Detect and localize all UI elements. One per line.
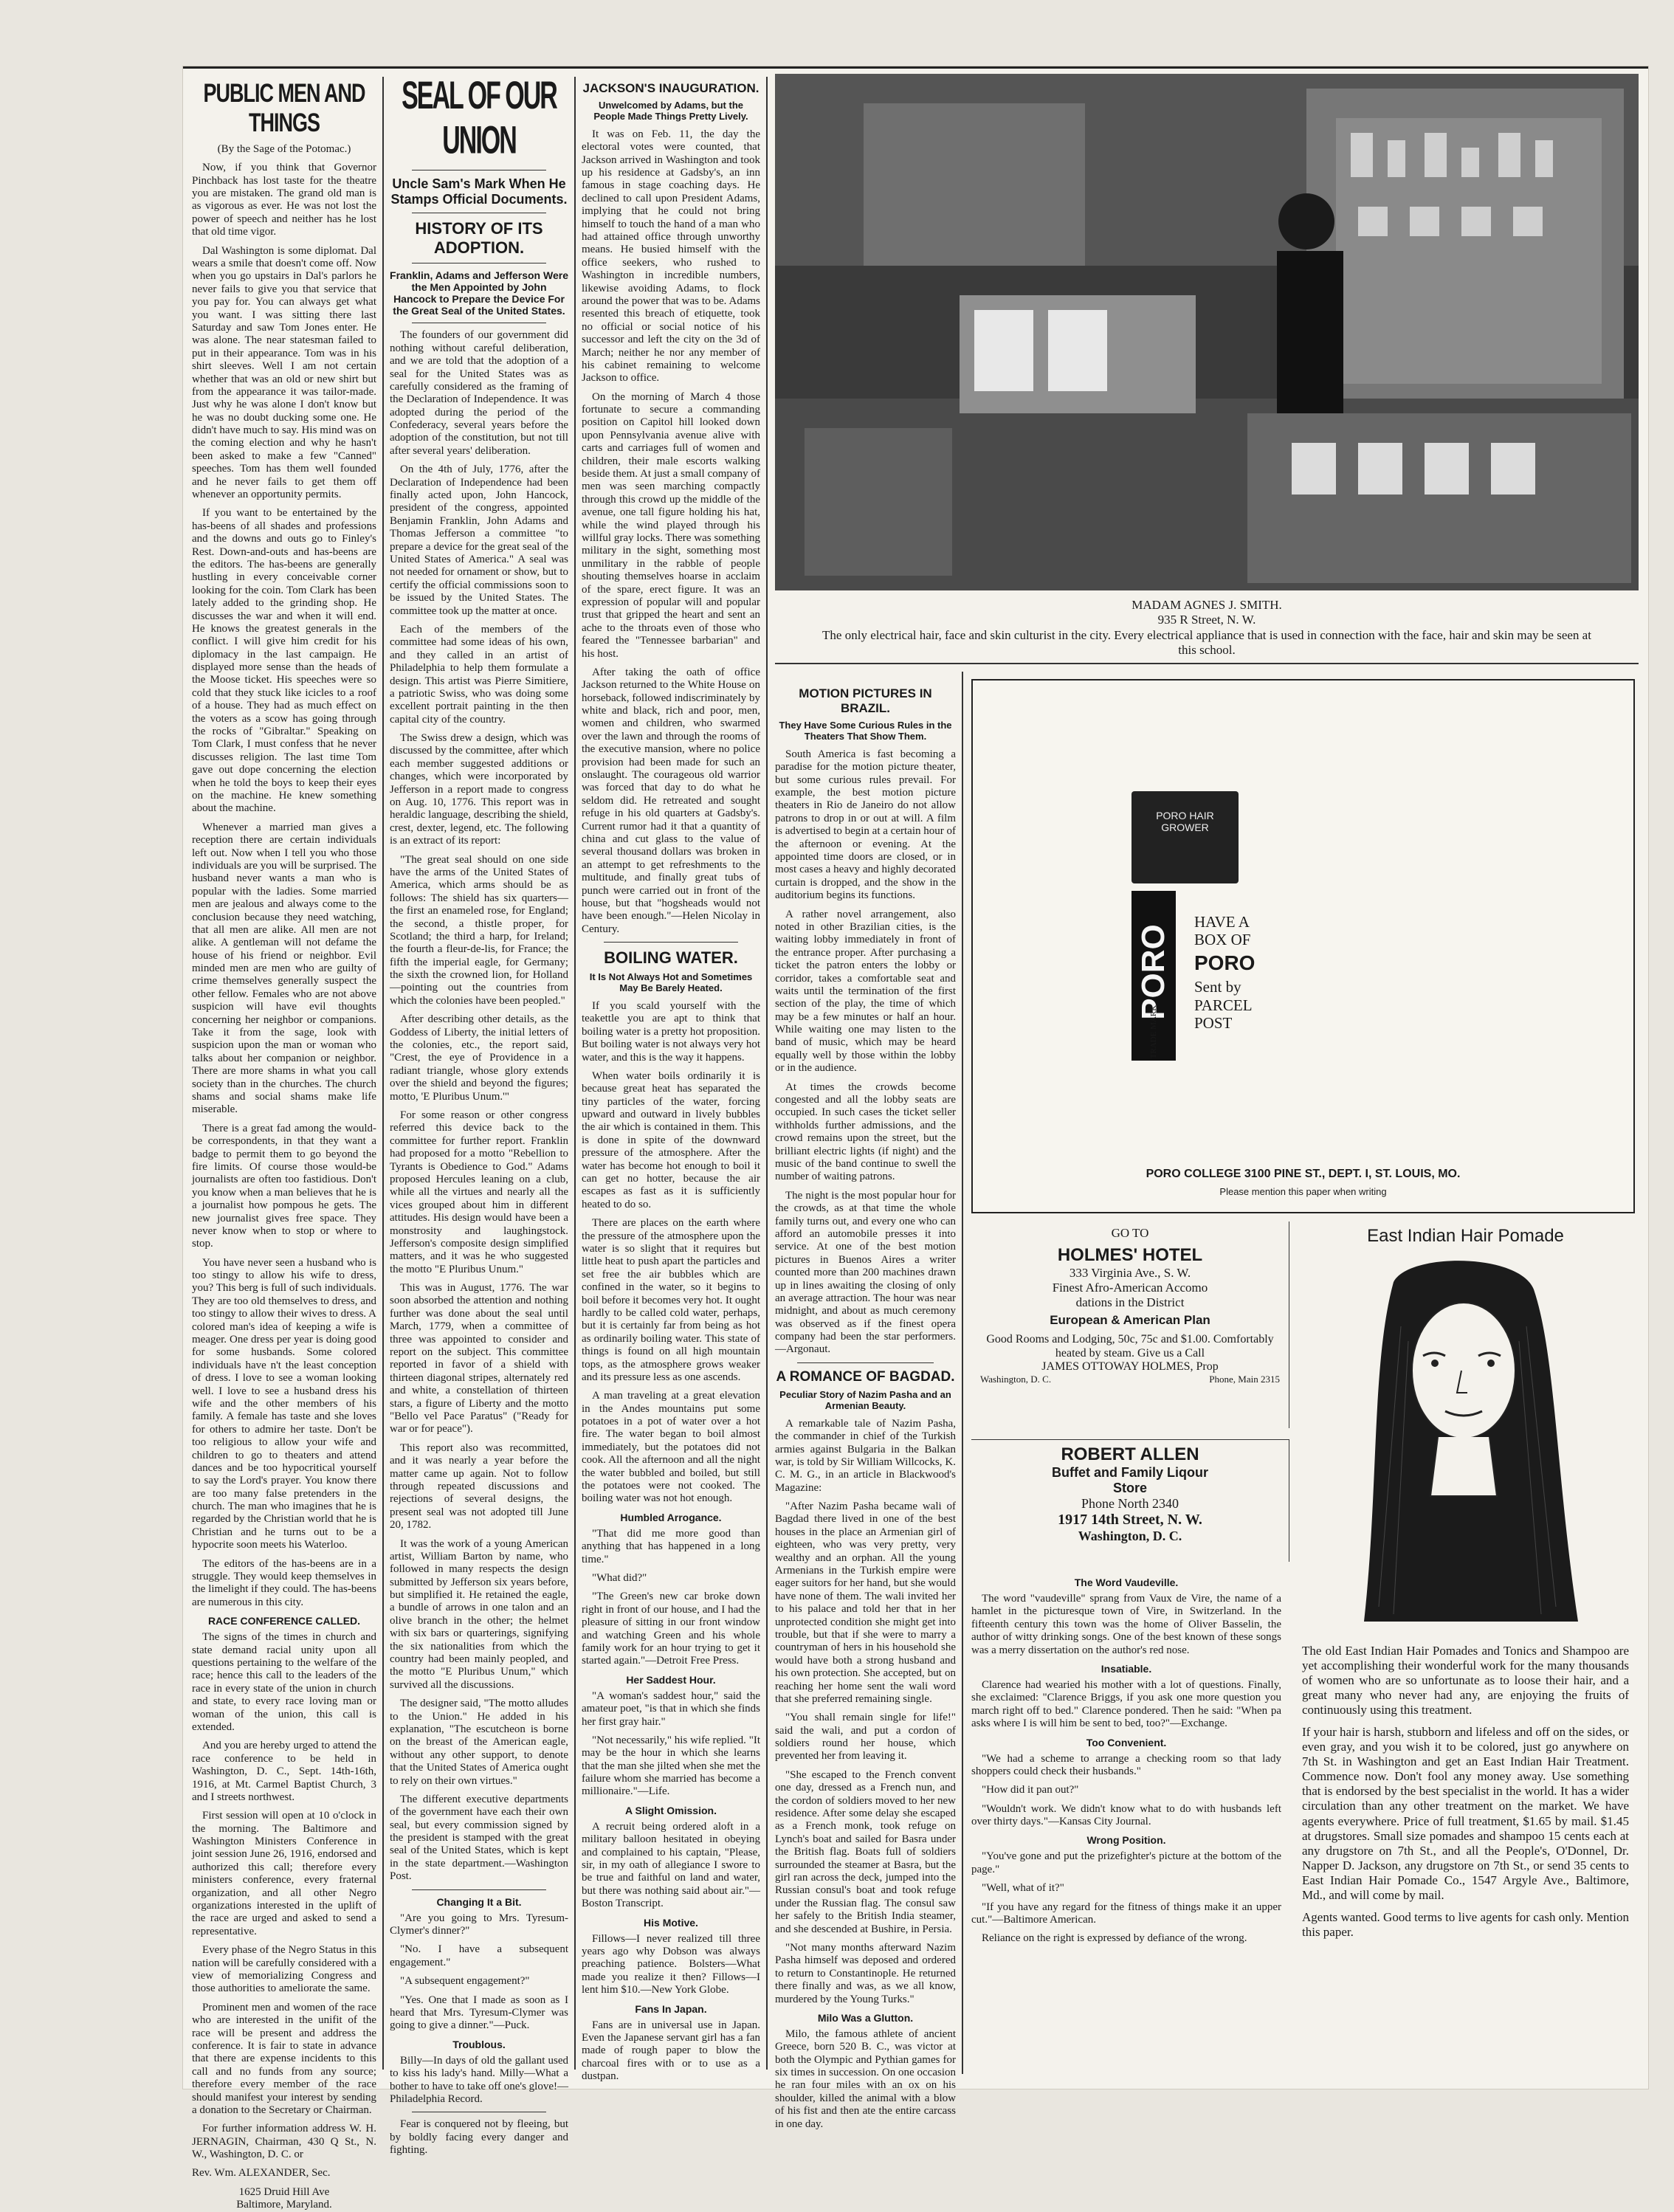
holmes-name: HOLMES' HOTEL [1057,1245,1203,1265]
motion-body [775,748,956,1357]
deck-bagdad: Peculiar Story of Nazim Pasha and an Armenian Beauty. [779,1388,951,1411]
humbled-heading: Humbled Arrogance. [620,1511,722,1523]
wrong-body [971,1850,1281,1926]
convenient-heading: Too Convenient. [1086,1736,1167,1748]
paragraph: After describing other details, as the Goddess of Liberty, the initial letters of the colonies, etc., the report said, "Crest, the eye of Providence in a radiant triangle, whose glory extends over the shield and beyond the figures; motto, 'E Pluribus Unum.'" [390,1013,568,1103]
paragraph: Prominent men and women of the race who are interested in the unifit of the race will be present and address the conference. It is fair to state in advance that there are expense incidents to this call and no funds from any source; therefore every member of the race should manifest your interest by sending a donation to the Secretary or Chairman. [192,2001,376,2116]
column-rule [574,77,576,2070]
deck-seal-2: HISTORY OF ITS ADOPTION. [415,219,543,257]
paragraph: "Not many months afterward Nazim Pasha himself was deposed and ordered to return to Constantinople. He returned there finally and was, as we all know, murdered by the Young Turks." [775,1941,956,2005]
column-seal-of-union [390,74,568,2157]
paragraph: The editors of the has-beens are in a struggle. They would keep themselves in the limelight if they could. The has-beens are numerous in this city. [192,1557,376,1608]
headline-public-men: PUBLIC MEN AND THINGS [203,78,365,137]
motive-body: Fillows—I never realized till three years ago why Dobson was always preaching patience. Bolsters—What made you realize it then? Fillows—I lent him $10.—New York Globe. [582,1932,760,1996]
column-rule [766,77,768,2070]
paragraph: There is a great fad among the would-be correspondents, in that they want a badge to permit them to go beyond the fire limits. Of course those would-be journalists are often too fastidious. Don't you know when a man believes that he is a journalist how pompous he gets. The new journalist gives free space. They never know when to stop or where to stop. [192,1122,376,1250]
paragraph: "A woman's saddest hour," said the amateur poet, "is that in which she finds her first gray hair." [582,1689,760,1728]
paragraph: You have never seen a husband who is too stingy to allow his wife to dress, you? This berg is full of such individuals. They are too old themselves to dress, and too stingy to allow their wives to dress. A colored man's idea of keeping a wife is meager. One dress per year is doing good for some husbands. Some colored individuals have n't the least conception of dress. I love to see a woman looking well. I love to see a husband dress his wife and the other members of his family. A female has taste and she loves for others to admire her taste. Don't be too religious to allow your wife and children to go to theaters and attend dances and be too hypocritical yourself to say the Lord's prayer. You know there are too many false pretenders in the church. The man who imagines that he is regarded by the Christian world that he is Christian and he turns out to be a hypocrite soon meets his Waterloo. [192,1256,376,1551]
paragraph: "No. I have a subsequent engagement." [390,1943,568,1968]
column-public-men [192,77,376,2211]
paragraph: "That did me more good than anything that has happened in a long time." [582,1527,760,1565]
poro-line5: PARCEL [1194,996,1253,1014]
convenient-body [971,1753,1281,1829]
pomade-text-3: Agents wanted. Good terms to live agents for cash only. Mention this paper. [1302,1909,1629,1939]
insatiable-body: Clarence had wearied his mother with a lot of questions. Finally, she exclaimed: "Clarence Briggs, if you ask one more question you march right off to bed." Clarence pondered. Then he said: "When pa asks where I is will him be sent to bed, too?"—Exchange. [971,1678,1281,1730]
deck-jackson: Unwelcomed by Adams, but the People Made Things Pretty Lively. [593,100,748,122]
allen-line2: Store [1112,1481,1147,1495]
paragraph: At times the crowds become congested and all the lobby seats are occupied. In such cases the ticket seller withholds further admissions, and the crowd remains upon the street, but the brilliant electric lights (if night) and the music of the band continue to swell the number of waiting patrons. [775,1081,956,1183]
headline-motion: MOTION PICTURES IN BRAZIL. [799,686,932,715]
holmes-line1: Finest Afro-American Accomo [1052,1281,1208,1295]
paragraph: A remarkable tale of Nazim Pasha, the commander in chief of the Turkish armies against Bulgaria in the Balkan war, is told by Sir William Willcocks, K. C. M. G., in an article in Blackwood's Magazine: [775,1417,956,1494]
deck-seal-3: Franklin, Adams and Jefferson Were the Men Appointed by John Hancock to Prepare the Device For the Great Seal of the United States. [390,269,568,317]
paragraph: It was on Feb. 11, the day the electoral votes were counted, that Jackson arrived in Washington and took up his residence at Gadsby's, an inn famous in stage coaching days. He declined to call upon President Adams, implying that he could not bring himself to touch the hand of a man who had attained office through unworthy means. He busied himself with the office seekers, who rushed to Washington in incredible numbers, likewise avoiding Adams, to flock around the power that was to be. Adams resented this breach of etiquette, took no official or social notice of his successor and left the city on the 3d of March; neither he nor any member of his cabinet remaining to welcome Jackson to office. [582,128,760,385]
holmes-proprietor: JAMES OTTOWAY HOLMES, Prop [1041,1360,1219,1374]
photo-salon [775,74,1639,590]
pomade-advertisement [1298,1222,1633,2070]
allen-city: Washington, D. C. [1078,1529,1182,1543]
caption-name: MADAM AGNES J. SMITH. [1132,598,1282,612]
allen-name: ROBERT ALLEN [1061,1444,1199,1464]
paragraph: "Yes. One that I made as soon as I heard that Mrs. Tyresum-Clymer was going to give a dinner."—Puck. [390,1994,568,2032]
paragraph: "Are you going to Mrs. Tyresum-Clymer's dinner?" [390,1912,568,1937]
paragraph: If you want to be entertained by the has-beens of all shades and professions and the downs and outs go to Finley's Rest. Down-and-outs and has-beens are the editors. The has-beens are generally hustling in every conceivable corner looking for the coin. Tom Clark has been lately added to the grinding shop. He discusses the war and when it will end. He knows the greatest generals in the conflict. I will give him credit for his diplomacy in the last campaign. He displayed more sense than the heads of the Moose ticket. His speeches were so cold that they stuck like icicles to a roof of a house. They had as much effect on the voters as a scow has going through the rocks of "Gibraltar." Speaking on Tom Clark, I must confess that he never discusses religion. The last time Tom gave out dope concerning the election when he told the boys to keep their eyes on the machine. He knew something about the machine. [192,507,376,815]
column-motion-pictures [775,686,956,2130]
paragraph: The Swiss drew a design, which was discussed by the committee, after which each member suggested additions or changes, which were incorporated by Jefferson in a report made to congress on Aug. 10, 1776. This report was in heraldic language, describing the shield, crest, dexter, legend, etc. The following is an extract of its report: [390,732,568,847]
paragraph: "A subsequent engagement?" [400,1975,530,1988]
fear-quote: Fear is conquered not by fleeing, but by boldly facing every danger and fighting. [390,2118,568,2157]
paragraph: "Not necessarily," his wife replied. "It may be the hour in which she learns that the man she jilted when she met the failure whom she married has become a millionaire."—Life. [582,1734,760,1798]
paragraph: "She escaped to the French convent one day, dressed as a French nun, and the cordon of soldiers moved to her new residence. After some delay she escaped as a French monk, took refuge on Lynch's boat and sailed for Basra under the British flag. Boats full of soldiers surrounded the steamer at Basra, but the girl ran across the deck, jumped into the Russian consul's boat and took refuge under the Russian flag. The consul saw her safely to the British India steamer, and she descended at Bushire, in Persia. [775,1768,956,1935]
paragraph: "How did it pan out?" [982,1784,1079,1796]
paragraph: First session will open at 10 o'clock in the morning. The Baltimore and Washington Ministers Conference in joint session June 26, 1916, endorsed and authorized this call; therefore every ministers conference, every fraternal organization, and all other Negro organizations interested in the uplift of the race are urged and asked to send a representative. [192,1810,376,1937]
vaudeville-heading: The Word Vaudeville. [1074,1577,1179,1588]
paragraph: The designer said, "The motto alludes to the Union." He added in his explanation, "The escutcheon is borne on the breast of the American eagle, without any other support, to denote that the United States of America ought to rely on their own virtues." [390,1698,568,1787]
changing-body [390,1912,568,2033]
poro-advertisement [971,679,1635,1213]
poro-line1: HAVE A [1194,913,1250,931]
poro-vertical-word: PORO [1135,924,1171,1020]
column-rule [962,672,963,2074]
newspaper-page [183,66,1648,2211]
pomade-text-1: The old East Indian Hair Pomades and Tonics and Shampoo are yet accomplishing their wonderful work for the many thousands of women who are so unfortunate as to loose their hair, and a great many who never had any, are enjoying the fruits of continuously using this treatment. [1302,1644,1629,1717]
poro-box-image [1132,791,1239,883]
holmes-line2: dations in the District [1075,1295,1185,1309]
bagdad-body [775,1418,956,2006]
saddest-heading: Her Saddest Hour. [626,1673,716,1686]
signature-secretary: Rev. Wm. ALEXANDER, Sec. [192,2167,331,2180]
column-short-items [971,1572,1281,2074]
fans-heading: Fans In Japan. [635,2002,707,2015]
column-rule [382,77,384,2070]
paragraph: This report also was recommitted, and it was nearly a year before the matter came up again. Not to follow through repeated discussions and rejections of several designs, the present seal was not adopted till June 20, 1782. [390,1441,568,1531]
poro-pitch [1194,913,1342,1032]
poro-line4: Sent by [1194,978,1241,996]
top-rule [183,66,1648,69]
signature-address: 1625 Druid Hill Ave [238,2185,330,2198]
omission-heading: A Slight Omission. [625,1804,717,1816]
paragraph: This was in August, 1776. The war soon absorbed the attention and nothing further was done about the seal until March, 1779, when a committee of three was appointed to consider and report on the subject. This committee reported in favor of a shield with thirteen diagonal stripes, alternately red and white, a constellation of thirteen stars, a figure of Liberty and the motto "Bello vel Pace Paratus" ("Ready for war or for peace"). [390,1282,568,1436]
paragraph: For some reason or other congress referred this device back to the committee for further report. Franklin had proposed for a motto "Rebellion to Tyrants is Obedience to God." Adams proposed Hercules leaning on a club, while all the virtues and nearly all the vices grouped about him in different attitudes. His design would have been a monstrosity and laughingstock. Jefferson's composite design simplified matters, and it was he who suggested the motto "E Pluribus Unum." [390,1109,568,1275]
paragraph: "You've gone and put the prizefighter's picture at the bottom of the page." [971,1850,1281,1875]
paragraph: "The great seal should on one side have the arms of the United States of America, which arms should be as follows: The shield has six quarters—the first an enameled rose, for England; the second, a thistle proper, for Scotland; the third a harp, for Ireland; the fourth a fleur-de-lis, for France; the fifth the imperial eagle, for Germany; the sixth the crowned lion, for Holland—pointing out the countries from which the colonies have been peopled." [390,853,568,1007]
divider [604,942,738,943]
poro-trademark: TRADE MARK [1149,1005,1158,1059]
paragraph: If you scald yourself with the teakettle you are apt to think that boiling water is a pretty hot proposition. But boiling water is not always very hot water, and this is the way it happens. [582,999,760,1064]
troublous-body: Billy—In days of old the gallant used to kiss his lady's hand. Milly—What a bother to have to take off one's glove!—Philadelphia Record. [390,2054,568,2105]
article-body [192,162,376,1609]
poro-line2: BOX OF [1194,931,1251,949]
glutton-heading: Milo Was a Glutton. [817,2011,914,2024]
vaudeville-body: The word "vaudeville" sprang from Vaux de Vire, the name of a hamlet in the picturesque town of Vire, in Switzerland. In the fifteenth century this town was the home of Oliver Basselin, the author of witty drinking songs. One of the best known of these songs was a merry dissertation on the author's red nose. [971,1593,1281,1656]
headline-boiling: BOILING WATER. [604,948,738,968]
poro-line3: PORO [1194,951,1256,975]
omission-body: A recruit being ordered aloft in a military balloon hesitated in obeying and complained to his captain, "Please, sir, in my oath of allegiance I swore to be true and faithful on land and water, but there was nothing said about air."—Boston Transcript. [582,1820,760,1910]
photo-caption [775,598,1639,658]
paragraph: It was the work of a young American artist, William Barton by name, who followed in many respects the design submitted by Jefferson six years before, but simplified it. He retained the eagle, a bundle of arrows in one talon and an olive branch in the other; the helmet with six bars or quarterings, signifying the six nationalities from which the country had been mainly peopled, and the motto "E Pluribus Unum," which survived all the discussions. [390,1537,568,1691]
changing-heading: Changing It a Bit. [436,1895,522,1908]
paragraph: After taking the oath of office Jackson returned to the White House on horseback, followed indiscriminately by white and black, rich and poor, men, women and children, who swarmed over the lawn and through the rooms of the executive mansion, where no police provision had been made for such an onslaught. The courageous old warrior was forced that day to do what he seldom did. He retreated and sought refuge in his old quarters at Gadsby's. Current rumor had it that a quantity of china and cut glass to the value of several thousand dollars was broken in an attempt to get refreshments to the multitude, and finally great tubs of punch were carried out in front of the house, but that "hogsheads would not have been enough."—Helen Nicolay in Century. [582,666,760,935]
paragraph: The night is the most popular hour for the crowds, as at that time the whole family turns out, and every one who can afford an automobile presses it into service. At one of the best motion pictures in Buenos Aires a writer counted more than 200 machines drawn up in lines awaiting the closing of only an average attraction. The hour was near midnight, and about as much ceremony was observed as if the finest opera company had been the star performers.—Argonaut. [775,1189,956,1356]
humbled-body [582,1528,760,1668]
photo-rule [775,663,1639,664]
motive-heading: His Motive. [644,1916,698,1929]
paragraph: Each of the members of the committee had some ideas of his own, and they called in an artist of Philadelphia to help them formulate a design. This artist was Pierre Simitiere, a patriotic Swiss, who was doing some excellent portrait painting in the then capital city of the country. [390,623,568,726]
holmes-hotel-advertisement [971,1222,1289,1428]
allen-address: 1917 14th Street, N. W. [1058,1512,1202,1528]
pomade-text-2: If your hair is harsh, stubborn and lifeless and off on the sides, or even gray, and you wish it to be colored, just go anywhere on 7th St. in Washington and get an East Indian Hair Treatment. Commence now. Don't fool any money away. Use something that is endorsed by the best specialist in the world. It has a wider circulation than any other treatment on the market. We have agents everywhere. Price of full treatment, $1.65 by mail. $1.45 at drugstores. Small size pomades and shampoo 15 cents each at any drugstore on 7th St., and all the People's, O'Donnel, Dr. Napper D. Jackson, any drugstore on 7th St., or send 35 cents to East Indian Hair Pomade Co., 1547 Argyle Ave., Baltimore, Md., and will come by mail. [1302,1725,1630,1902]
paragraph: On the 4th of July, 1776, after the Declaration of Independence had been finally acted upon, John Hancock, president of the congress, appointed Benjamin Franklin, John Adams and Thomas Jefferson a committee "to prepare a device for the great seal of the United States of America." A seal was not needed for ornament or show, but to certify the official commissions soon to be issued by the United States. The committee took up the matter at once. [390,464,568,617]
holmes-footer [971,1374,1289,1385]
boiling-body [582,1000,760,1506]
headline-bagdad: A ROMANCE OF BAGDAD. [776,1368,955,1385]
poro-box-label: PORO HAIR GROWER [1156,810,1214,833]
paragraph: A man traveling at a great elevation in the Andes mountains put some potatoes in a pot of water over a hot fire. The water began to boil almost immediately, but the potatoes did not cook. All the afternoon and all the night the water bubbled and boiled, but still the potatoes were not cooked. The boiling water was not hot enough. [582,1390,760,1505]
jackson-body [582,128,760,936]
poro-address: PORO COLLEGE 3100 PINE ST., DEPT. I, ST. LOUIS, MO. [1146,1168,1461,1180]
headline-seal: SEAL OF OUR UNION [402,74,557,162]
headline-jackson: JACKSON'S INAUGURATION. [582,81,760,95]
poro-line6: POST [1194,1013,1233,1032]
paragraph: The founders of our government did nothing without careful deliberation, and we are told that the adoption of a seal for the United States was as carefully considered as the framing of the Declaration of Independence. It was adopted during the period of the Confederacy, several years before the adoption of the constitution, but not till after several years' deliberation. [390,329,568,457]
paragraph: When water boils ordinarily it is because great heat has separated the tiny particles of the water, forcing upward and outward in lively bubbles the air which is contained in them. This is done in spite of the downward pressure of the atmosphere. After the water has become hot enough to boil it can get no hotter, because the air escapes as fast as it is sufficiently heated to do so. [582,1069,760,1210]
byline: (By the Sage of the Potomac.) [217,143,351,155]
paragraph: Dal Washington is some diplomat. Dal wears a smile that doesn't come off. Now when you go upstairs in Dal's parlors he never fails to give you that service that you pay for. You can always get what you want. I was sitting there last Saturday and saw Tom Jones enter. He was alone. The near statesman failed to put in their appearance. Tom was in his shirt sleeves. Well I am not certain whether that was an old or new shirt but from the appearance it was tailor-made. Just why he was alone I don't know but he was no doubt ducking some one. He didn't have much to say. His mind was on the coming election and why he hasn't been asked to make a few "Canned" speeches. Tom has them well founded and he never fails to get them off whenever an opportunity permits. [192,244,376,501]
divider [797,1362,934,1363]
column-jackson [582,77,760,2083]
salon-photo-image [775,74,1639,590]
paragraph: A rather novel arrangement, also noted in other Brazilian cities, is the waiting lobby immediately in front of the entrance proper. After purchasing a ticket the patron enters the lobby or corridor, takes a comfortable seat and waits until the termination of the first section of the play, the time of which may be a few minutes or half an hour. While waiting one may listen to the band of music, which may be heard equally well by those within the lobby or in the audience. [775,908,956,1075]
caption-text: The only electrical hair, face and skin culturist in the city. Every electrical appliance that is used in connection with the face, hair and skin may be seen at this school. [822,627,1591,658]
paragraph: "You shall remain single for life!" said the wali, and put a cordon of soldiers round her house, which prevented her from leaving it. [775,1712,956,1763]
race-conference-heading: RACE CONFERENCE CALLED. [207,1615,361,1627]
paragraph: For further information address W. H. JERNAGIN, Chairman, 430 Q St., N. W., Washington, D. C. or [192,2123,376,2161]
insatiable-heading: Insatiable. [1100,1662,1152,1675]
allen-phone: Phone North 2340 [1081,1496,1179,1511]
paragraph: There are places on the earth where the pressure of the atmosphere upon the water is so slight that it requires but little heat to push apart the particles and set free the air bubbles which are confined in the water, so it begins to boil before it becomes very hot. It ought hardly to be called cold water, perhaps, but it is certainly far from being as hot as ordinarily boiling water. This state of things is found on all high mountain tops, as the atmosphere grows weaker and its pressure less as one ascends. [582,1217,760,1383]
paragraph: Whenever a married man gives a reception there are certain individuals left out. Now when I tell you who those individuals are you will be surprised. The husband never wants a man who is popular with the ladies. Some married men are jealous and always come to the conclusion because they need watching, that all men are alike. All men are not alike. A gentleman will not defame the house of his friend or neighbor. Evil minded men are men who are guilty of crime themselves generally suspect the other fellow. Females who are not above suspicion will have evil thoughts concerning her neighbor or companions. Take it from the sage, look with suspicion upon the man or woman who talks about her companion or neighbor. There are more shams in what you call society than in the churches. The church shams and social shams make life miserable. [192,821,376,1116]
woman-portrait-illustration [1298,1253,1633,1636]
holmes-go-to: GO TO [1111,1226,1149,1240]
caption-address: 935 R Street, N. W. [1157,613,1256,627]
paragraph: South America is fast becoming a paradise for the motion picture theater, but some curious rules prevail. For example, the best motion picture theaters in Rio de Janeiro do not allow patrons to drop in or out at will. A film is advertised to begin at a certain hour of the afternoon or evening. At the appointed time doors are closed, or in most cases a heavy and highly decorated curtain is dropped, and the show in the auditorium begins its functions. [775,748,956,902]
saddest-body [582,1690,760,1799]
paragraph: And you are hereby urged to attend the race conference to be held in Washington, D. C., Sept. 14th-16th, 1916, at Mt. Carmel Baptist Church, 3 and I streets northwest. [192,1740,376,1803]
paragraph: "After Nazim Pasha became wali of Bagdad there lived in one of the best houses in the place an Armenian girl of eighteen, who was very pretty, very wealthy and an orphan. All the young Armenians in the Turkish empire were eager suitors for her hand, but she would have none of them. The wali invited her to his palace and told her that in her unprotected condition she might get into trouble, but that if she were to marry a countryman of hers in his household she would have both a strong husband and his own protection. She accepted, but on reaching her home sent the wali word that she preferred remaining single. [775,1500,956,1705]
holmes-rates: Good Rooms and Lodging, 50c, 75c and $1.00. Comfortably heated by steam. Give us a Call [986,1333,1274,1360]
glutton-body: Milo, the famous athlete of ancient Greece, born 520 B. C., was victor at both the Olympic and Pythian games for six times in succession. On one occasion he ran four miles with an ox on his shoulder, killed the animal with a blow of his fist and then ate the entire carcass in one day. [775,2027,956,2130]
paragraph: "What did?" [592,1571,647,1584]
allen-line1: Buffet and Family Liqour [1051,1465,1208,1480]
poro-notice: Please mention this paper when writing [1219,1186,1387,1197]
troublous-heading: Troublous. [452,2038,506,2050]
seal-article-body [390,329,568,1883]
paragraph: Now, if you think that Governor Pinchback has lost taste for the theatre you are mistaken. The grand old man is as vigorous as ever. He was not lost the power of speech and neither has he lost that old time vigor. [192,162,376,238]
paragraph: "Wouldn't work. We didn't know what to do with husbands left over thirty days."—Kansas City Journal. [971,1802,1281,1828]
paragraph: The different executive departments of the government have each their own seal, but every commission signed by the president is stamped with the great seal of the United States, which is kept in the state department.—Washington Post. [390,1793,568,1883]
holmes-plan: European & American Plan [1050,1313,1210,1327]
paragraph: "If you have any regard for the fitness of things make it an upper cut."—Baltimore American. [971,1901,1281,1926]
paragraph: "The Green's new car broke down right in front of our house, and I had the pleasure of sitting in our front window and watching Green and his whole family work for an hour trying to get it started again."—Detroit Free Press. [582,1591,760,1667]
pomade-title: East Indian Hair Pomade [1367,1226,1564,1246]
deck-motion: They Have Some Curious Rules in the Theaters That Show Them. [779,720,952,742]
holmes-address: 333 Virginia Ave., S. W. [1069,1266,1191,1280]
paragraph: "Well, what of it?" [982,1882,1064,1895]
reliance-quote: Reliance on the right is expressed by defiance of the wrong. [982,1932,1247,1945]
wrong-heading: Wrong Position. [1086,1834,1166,1847]
fans-body: Fans are in universal use in Japan. Even the Japanese servant girl has a fan made of rough paper to blow the charcoal fires with or to use as a dustpan. [582,2019,760,2083]
deck-seal-1: Uncle Sam's Mark When He Stamps Official Documents. [390,176,568,207]
race-conference-body [192,1631,376,2161]
paragraph: "We had a scheme to arrange a checking room so that lady shoppers could check their husbands." [971,1752,1281,1777]
deck-boiling: It Is Not Always Hot and Sometimes May Be Barely Heated. [589,971,753,994]
paragraph: Every phase of the Negro Status in this nation will be carefully considered with a view of memorializing Congress and those authorities to ameliorate the same. [192,1944,376,1995]
signature-city: Baltimore, Maryland. [236,2199,332,2211]
paragraph: On the morning of March 4 those fortunate to secure a commanding position on Capitol hill looked down upon Pennsylvania avenue alive with carts and carriages full of women and children, their male escorts walking beside them. At just a small company of men was seen marching compactly through this crowd up the middle of the avenue, one tall figure holding his hat, while the wind played through his willful gray locks. There was something military in the sight, something most unmilitary in the rabble of people shouting themselves hoarse in acclaim of the spare, erect figure. It was an expression of popular will and popular trust that gripped the heart and sent an ache to the throats even of those who feared the "Tennessee barbarian" and his host. [582,390,760,660]
paragraph: The signs of the times in church and state demand racial unity upon all questions pertaining to the welfare of the race; hence this call to the leaders of the race in every state of the union in church and state, to every race loving man or woman of the union, this call is extended. [192,1631,376,1733]
holmes-city: Washington, D. C. [980,1374,1052,1385]
robert-allen-advertisement [971,1439,1289,1562]
holmes-phone: Phone, Main 2315 [1209,1374,1280,1385]
divider [412,1889,546,1890]
